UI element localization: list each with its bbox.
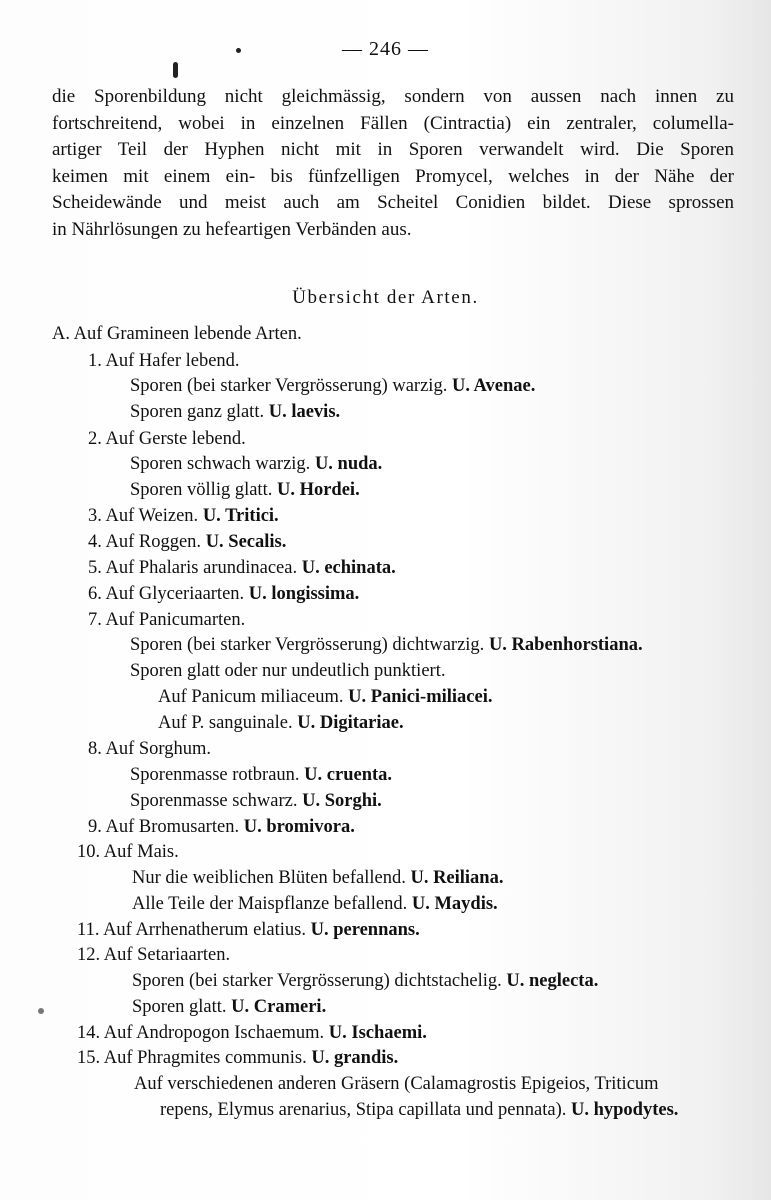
key-entry [88,583,359,605]
entry-text: Sporenmasse schwarz. [130,791,298,811]
entry-text: Nur die weiblichen Blüten befallend. [132,868,406,888]
entry-number: 1. [88,351,102,371]
species-name: U. cruenta. [304,765,393,785]
key-entry [132,996,326,1018]
key-entry [134,1073,659,1095]
entry-text: Sporen ganz glatt. [130,402,265,422]
species-name: U. Digitariae. [297,713,404,733]
key-entry [88,738,211,760]
entry-text: Auf Roggen. [105,532,202,552]
entry-number: 8. [88,739,102,759]
entry-text: Auf Sorghum. [105,739,212,759]
entry-number: 14. [77,1023,101,1043]
species-name: U. Reiliana. [410,868,504,888]
species-name: U. grandis. [311,1048,399,1068]
key-entry [130,764,392,786]
entry-text: repens, Elymus arenarius, Stipa capillata und pennata). [160,1100,567,1120]
key-entry [52,323,302,345]
key-entry [88,816,355,838]
key-entry [77,1047,398,1069]
key-entry [88,557,396,579]
key-entry [158,686,492,708]
entry-number: 12. [77,945,101,965]
entry-number: 4. [88,532,102,552]
key-entry [88,505,279,527]
entry-text: Auf Panicum miliaceum. [158,687,344,707]
key-entry [77,841,179,863]
key-entry [132,867,503,889]
entry-text: Auf verschiedenen anderen Gräsern (Calamagrostis Epigeios, Triticum [134,1074,659,1094]
entry-number: 15. [77,1048,101,1068]
section-heading: Übersicht der Arten. [292,287,479,308]
entry-text: Auf Panicumarten. [105,610,246,630]
entry-text: Auf P. sanguinale. [158,713,293,733]
species-name: U. Hordei. [276,480,360,500]
species-name: U. Secalis. [205,532,287,552]
key-entry [77,919,420,941]
key-entry [130,790,382,812]
species-name: U. Panici-miliacei. [348,687,493,707]
key-entry [132,970,598,992]
entry-number: 2. [88,429,102,449]
entry-text: Auf Gramineen lebende Arten. [73,324,302,344]
species-name: U. neglecta. [506,971,599,991]
key-entry [130,479,360,501]
entry-text: Sporen glatt. [132,997,227,1017]
species-name: U. hypodytes. [570,1100,679,1120]
species-name: U. echinata. [301,558,396,578]
entry-text: Auf Andropogon Ischaemum. [103,1023,325,1043]
entry-text: Alle Teile der Maispflanze befallend. [132,894,408,914]
species-name: U. laevis. [268,402,341,422]
intro-line: artiger Teil der Hyphen nicht mit in Sporen verwandelt wird. Die Sporen [52,139,734,160]
species-name: U. longissima. [248,584,360,604]
entry-text: Sporen (bei starker Vergrösserung) warzig. [130,376,448,396]
entry-text: Auf Phalaris arundinacea. [105,558,298,578]
species-name: U. Avenae. [451,376,536,396]
key-entry [88,609,245,631]
intro-line: Scheidewände und meist auch am Scheitel Conidien bildet. Diese sprossen [52,192,734,213]
key-entry [130,634,643,656]
entry-number: 7. [88,610,102,630]
key-entry [132,893,498,915]
key-entry [88,531,286,553]
entry-text: Auf Hafer lebend. [105,351,240,371]
entry-number: 9. [88,817,102,837]
key-entry [160,1099,678,1121]
key-entry [130,660,445,682]
intro-line: keimen mit einem ein- bis fünfzelligen Promycel, welches in der Nähe der [52,165,734,187]
species-name: U. Ischaemi. [328,1023,427,1043]
intro-line: in Nährlösungen zu hefeartigen Verbänden aus. [52,218,412,240]
species-name: U. Maydis. [411,894,498,914]
entry-text: Auf Arrhenatherum elatius. [103,920,306,940]
entry-text: Auf Phragmites communis. [103,1048,307,1068]
key-entry [88,350,240,372]
intro-line: fortschreitend, wobei in einzelnen Fällen (Cintractia) ein zentraler, columella- [52,112,734,134]
entry-number: A. [52,324,70,344]
entry-text: Sporen (bei starker Vergrösserung) dichtwarzig. [130,635,485,655]
entry-text: Sporenmasse rotbraun. [130,765,300,785]
entry-number: 10. [77,842,101,862]
entry-number: 11. [77,920,100,940]
key-entry [77,1022,427,1044]
entry-number: 5. [88,558,102,578]
key-entry [130,453,382,475]
species-name: U. nuda. [314,454,383,474]
species-name: U. bromivora. [243,817,355,837]
entry-text: Auf Glyceriaarten. [105,584,245,604]
species-name: U. perennans. [310,920,420,940]
entry-text: Auf Setariaarten. [103,945,231,965]
entry-text: Auf Bromusarten. [105,817,240,837]
entry-number: 3. [88,506,102,526]
page-number: — 246 — [342,38,429,60]
intro-line: die Sporenbildung nicht gleichmässig, sondern von aussen nach innen zu [52,86,734,107]
key-entry [130,375,535,397]
key-entry [88,428,246,450]
species-name: U. Rabenhorstiana. [488,635,643,655]
species-name: U. Tritici. [202,506,279,526]
entry-text: Sporen glatt oder nur undeutlich punktiert. [130,661,446,681]
key-entry [130,401,340,423]
species-name: U. Sorghi. [302,791,382,811]
entry-number: 6. [88,584,102,604]
key-entry [158,712,404,734]
species-name: U. Crameri. [231,997,327,1017]
entry-text: Auf Gerste lebend. [105,429,246,449]
entry-text: Auf Mais. [103,842,179,862]
entry-text: Sporen völlig glatt. [130,480,273,500]
entry-text: Sporen (bei starker Vergrösserung) dichtstachelig. [132,971,502,991]
entry-text: Auf Weizen. [105,506,199,526]
key-entry [77,944,230,966]
entry-text: Sporen schwach warzig. [130,454,311,474]
